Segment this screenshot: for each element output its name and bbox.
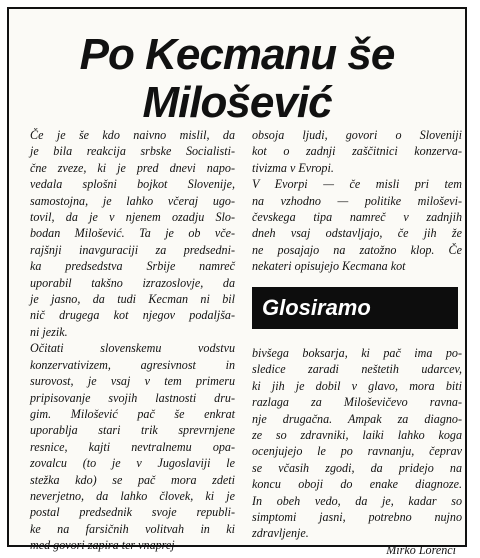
headline-line-2: Milošević [142,78,332,127]
text-line: stežka kdo) se pač mora zdeti [30,472,235,487]
text-line: ka predsedstva Srbije namreč [30,259,235,274]
text-line: uporabil takšno izrazoslovje, da [30,275,235,290]
text-line: obsoja ljudi, govori o Sloveniji [252,128,462,142]
text-line: se včasih zgodi, da pridejo na [252,460,462,475]
text-line: surovost, je vsaj v tem primeru [30,374,235,389]
text-line: neverjetno, da lahko človek, ki je [30,488,235,503]
text-line: na vzhodno — politike miloševi- [252,193,462,208]
text-line: ki jih je dobil v glavo, mora biti [252,378,462,393]
text-line: simptomi jasni, potrebno nujno [252,510,462,525]
text-line: tovil, da je v njenem ozadju Slo- [30,210,235,225]
text-line: zovalcu (to je v Jugoslaviji le [30,456,235,471]
text-line: rajšnji inavguraciji za predsedni- [30,242,235,257]
text-line: čevskega tipa namreč v zadnjih [252,210,462,225]
text-line: zdravljenje. [252,526,309,541]
text-line: kot o zadnji zaščitnici konzerva- [252,144,462,159]
text-line: gim. Milošević pač še enkrat [30,406,235,421]
text-line: ne posajajo na zatožno klop. Če [252,242,462,257]
text-line: med govori zapira ter vnaprej [30,538,175,553]
text-line: vedala splošni bojkot Slovenije, [30,177,235,192]
text-line: bodan Milošević. Ta je ob vče- [30,226,235,241]
text-line: ze so zdravniki, laiki lahko koga [252,428,462,443]
text-line: tivizma v Evropi. [252,160,334,175]
text-line: konzervativizem, agresivnost in [30,357,235,372]
text-line: V Evorpi — če misli pri tem [252,177,462,192]
text-line: samostojna, je lahko včeraj ugo- [30,193,235,208]
text-line: pripisovanje svojih lastnosti dru- [30,390,235,405]
text-line: razlaga za Miloševičevo ravna- [252,395,462,410]
text-line: ocenjujejo le po ravnanju, čeprav [252,444,462,459]
right-column-bottom [252,345,462,558]
text-line: nič drugega kot njegov podaljša- [30,308,235,323]
text-line: je jasno, da tudi Kecman ni bil [30,292,235,307]
right-column-top [252,127,462,275]
text-line: uporablja stari trik sprevrnjene [30,423,235,438]
section-badge: Glosiramo [252,287,458,329]
text-line: In obeh vedo, da je, kadar so [252,493,462,508]
text-line: nje drugačna. Ampak za diagno- [252,411,462,426]
text-line: bivšega boksarja, ki pač ima po- [252,346,462,360]
text-line: Očitati slovenskemu vodstvu [30,341,235,356]
text-line: ni jezik. [30,324,68,339]
text-line: koncu oboji do enake diagnoze. [252,477,462,492]
text-line: nekateri opisujejo Kecmana kot [252,259,406,274]
text-line: dneh vsaj odstavljajo, če jih že [252,226,462,241]
text-line: Če je še kdo naivno mislil, da [30,128,235,142]
text-line: postal predsednik svoje republi- [30,505,235,520]
headline-line-1: Po Kecmanu še [79,30,395,79]
text-line: čne zveze, ki je pred dnevi napo- [30,160,235,175]
text-line: resnice, kajti nevtralnemu opa- [30,439,235,454]
text-line: sledice zaradi neštetih udarcev, [252,362,462,377]
left-column [30,127,235,554]
text-line: ke na farsičnih volitvah in ki [30,521,235,536]
text-line: je bila reakcija srbske Socialisti- [30,144,235,159]
author-signature: Mirko Lorenci [386,542,456,557]
